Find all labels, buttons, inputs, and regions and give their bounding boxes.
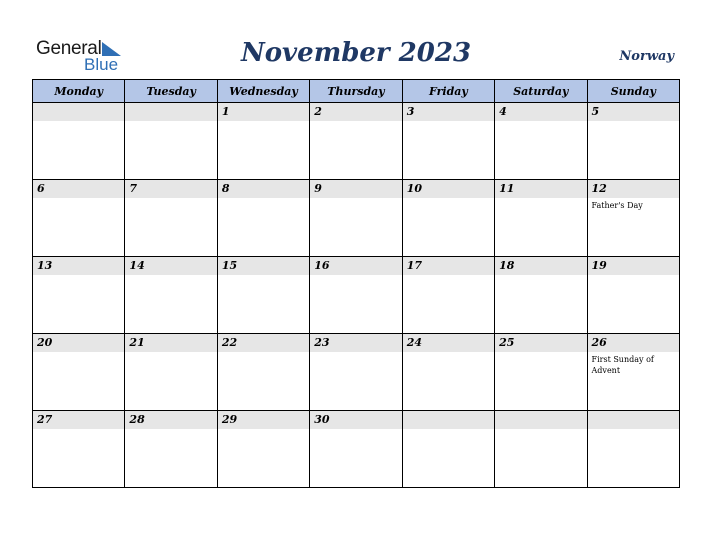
holiday-label: Father's Day [591, 201, 643, 210]
day-cell [310, 257, 402, 334]
day-cell [587, 257, 679, 334]
day-cell [310, 334, 402, 411]
day-cell [495, 257, 587, 334]
day-number: 20 [33, 334, 124, 352]
day-cell [587, 411, 679, 488]
day-number: 14 [125, 257, 216, 275]
week-row [33, 334, 680, 411]
weekday-header: Saturday [495, 80, 587, 103]
logo-text-blue: Blue [84, 55, 119, 74]
day-number: 26 [588, 334, 679, 352]
day-cell [217, 103, 309, 180]
week-row [33, 257, 680, 334]
day-number: 1 [218, 103, 309, 121]
day-cell [310, 103, 402, 180]
day-cell [33, 257, 125, 334]
day-number: 7 [125, 180, 216, 198]
weekday-header: Tuesday [125, 80, 217, 103]
day-number [125, 103, 216, 121]
day-number: 22 [218, 334, 309, 352]
day-number: 4 [495, 103, 586, 121]
day-cell [217, 180, 309, 257]
weekday-header: Friday [402, 80, 494, 103]
day-cell [495, 103, 587, 180]
day-number: 25 [495, 334, 586, 352]
day-number: 24 [403, 334, 494, 352]
day-cell [402, 411, 494, 488]
day-cell [125, 334, 217, 411]
day-number: 27 [33, 411, 124, 429]
day-number: 19 [588, 257, 679, 275]
day-cell [495, 334, 587, 411]
day-number: 15 [218, 257, 309, 275]
day-number: 21 [125, 334, 216, 352]
day-number: 30 [310, 411, 401, 429]
day-cell [125, 103, 217, 180]
country-label: Norway [619, 49, 674, 64]
day-cell [587, 334, 679, 411]
day-cell [33, 103, 125, 180]
day-cell [217, 334, 309, 411]
week-row [33, 180, 680, 257]
weekday-header: Sunday [587, 80, 679, 103]
weekday-header: Wednesday [217, 80, 309, 103]
day-cell [402, 180, 494, 257]
day-cell [125, 180, 217, 257]
day-number: 28 [125, 411, 216, 429]
week-row [33, 103, 680, 180]
day-number [588, 411, 679, 429]
day-number: 3 [403, 103, 494, 121]
day-cell [33, 180, 125, 257]
day-number: 18 [495, 257, 586, 275]
day-cell [33, 411, 125, 488]
day-number: 11 [495, 180, 586, 198]
day-number: 17 [403, 257, 494, 275]
day-cell [587, 180, 679, 257]
weekday-header: Monday [33, 80, 125, 103]
logo-text-general: General [36, 38, 102, 59]
day-cell [495, 180, 587, 257]
day-number: 5 [588, 103, 679, 121]
day-number [495, 411, 586, 429]
day-number: 23 [310, 334, 401, 352]
day-number: 2 [310, 103, 401, 121]
day-cell [495, 411, 587, 488]
calendar-title: November 2023 [240, 38, 472, 68]
day-cell [310, 411, 402, 488]
day-number: 10 [403, 180, 494, 198]
day-number: 16 [310, 257, 401, 275]
weekday-header: Thursday [310, 80, 402, 103]
weekday-header-row [33, 80, 680, 103]
day-number [33, 103, 124, 121]
day-cell [125, 411, 217, 488]
day-number: 9 [310, 180, 401, 198]
day-number: 8 [218, 180, 309, 198]
day-cell [125, 257, 217, 334]
day-cell [217, 257, 309, 334]
calendar-grid [32, 79, 680, 488]
day-cell [402, 257, 494, 334]
day-cell [402, 103, 494, 180]
day-cell [310, 180, 402, 257]
day-cell [33, 334, 125, 411]
holiday-label: First Sunday of Advent [591, 355, 654, 375]
day-cell [587, 103, 679, 180]
day-number: 12 [588, 180, 679, 198]
day-number [403, 411, 494, 429]
day-number: 29 [218, 411, 309, 429]
day-cell [217, 411, 309, 488]
day-number: 6 [33, 180, 124, 198]
day-number: 13 [33, 257, 124, 275]
day-cell [402, 334, 494, 411]
week-row [33, 411, 680, 488]
